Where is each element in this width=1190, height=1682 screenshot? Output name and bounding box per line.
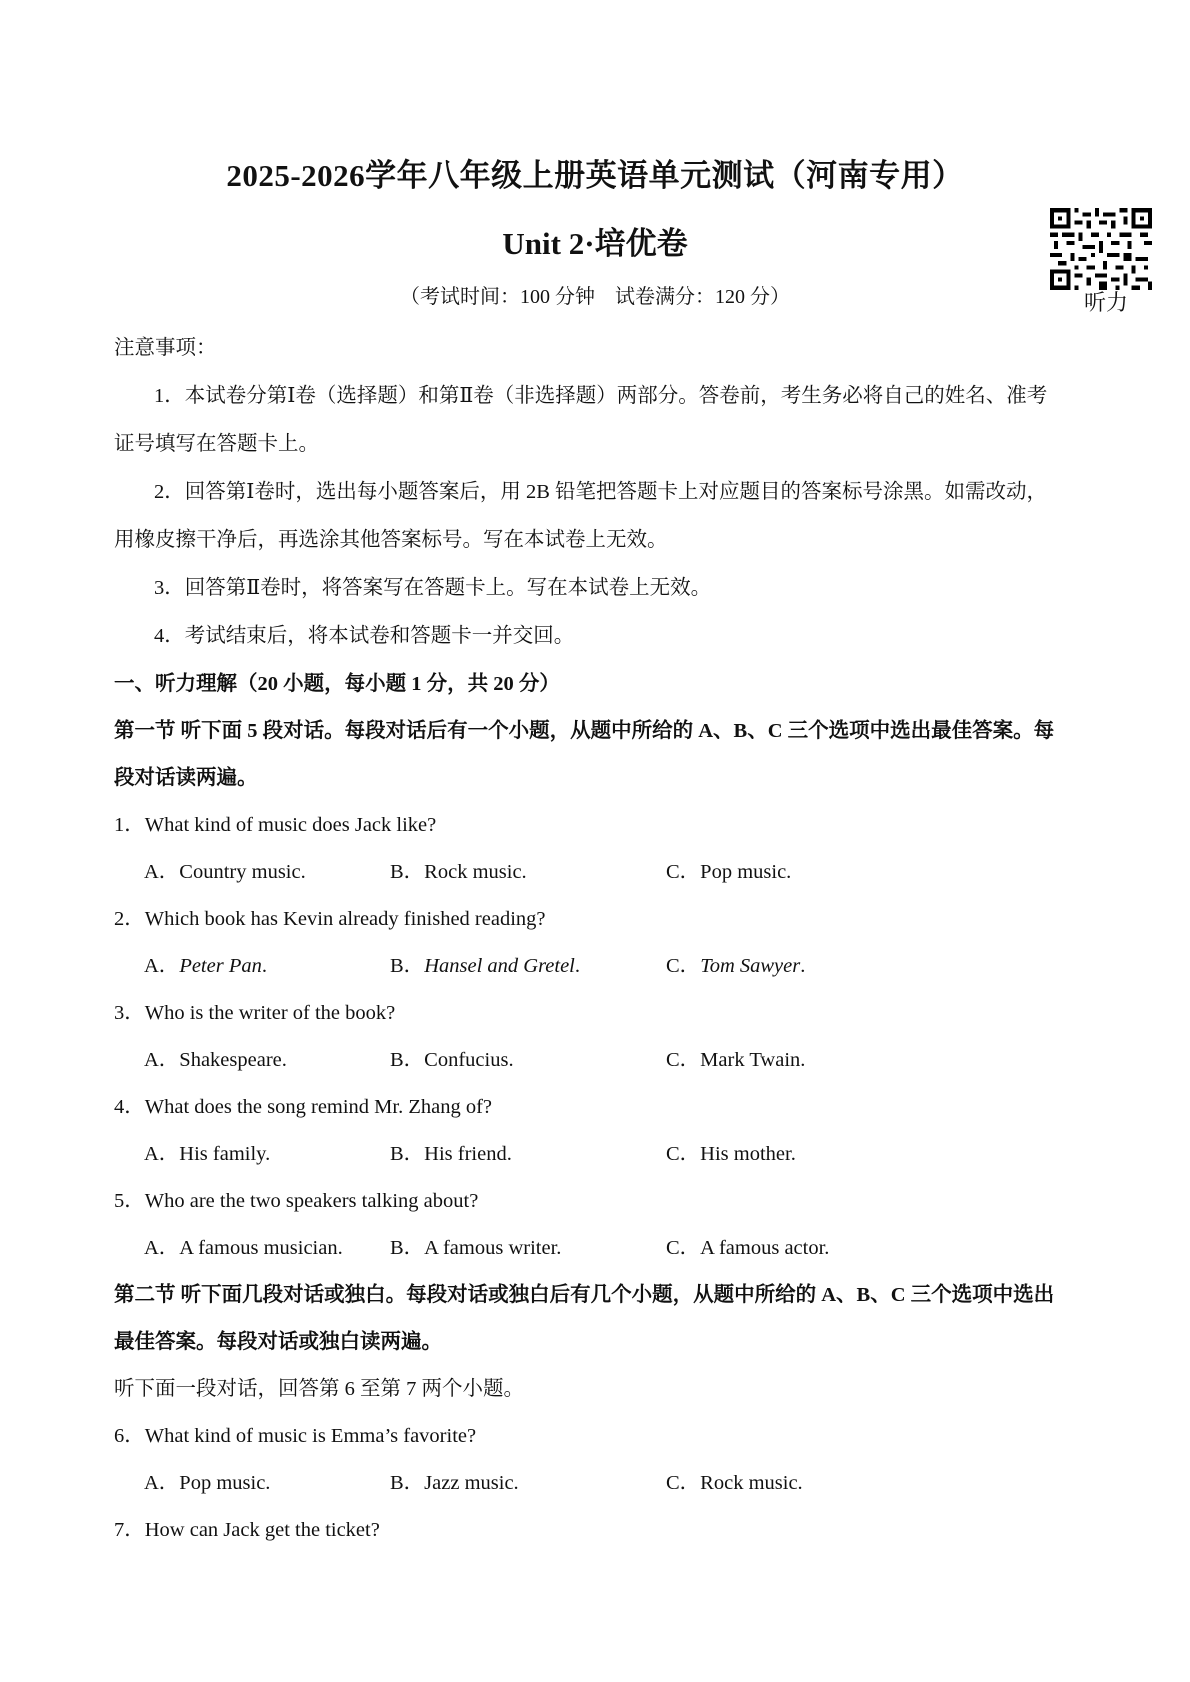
option-a[interactable]: A．Shakespeare.	[144, 1049, 287, 1071]
question-text: What does the song remind Mr. Zhang of?	[144, 1096, 493, 1118]
qr-label: 听力	[1084, 290, 1129, 315]
option-c[interactable]	[666, 948, 805, 978]
option-punct: .	[574, 955, 580, 977]
question-2	[114, 901, 546, 931]
note-item-1-cont: 证号填写在答题卡上。	[114, 433, 319, 455]
question-5	[114, 1183, 478, 1213]
unit-title: Unit 2·培优卷	[502, 226, 688, 261]
option-a[interactable]: A．His family.	[144, 1143, 271, 1165]
question-text: Who are the two speakers talking about?	[144, 1190, 479, 1212]
option-a[interactable]: A．A famous musician.	[144, 1237, 343, 1259]
question-text: Which book has Kevin already finished reading?	[144, 908, 546, 930]
question-text: Who is the writer of the book?	[144, 1002, 396, 1024]
question-6	[114, 1418, 476, 1448]
question-number: 3．	[114, 1002, 145, 1024]
option-b[interactable]: B．A famous writer.	[390, 1237, 562, 1259]
option-punct: .	[800, 955, 806, 977]
question-number: 2．	[114, 908, 145, 930]
part2-instructions: 第二节 听下面几段对话或独白。每段对话或独白后有几个小题，从题中所给的 A、B、C 三个选项中选出	[114, 1284, 1055, 1306]
option-letter: A．	[144, 955, 180, 977]
section-heading: 一、听力理解（20 小题，每小题 1 分，共 20 分）	[114, 673, 560, 695]
option-c[interactable]: C．His mother.	[666, 1143, 796, 1165]
option-b[interactable]: B．Jazz music.	[390, 1472, 519, 1494]
option-letter: C．	[666, 955, 701, 977]
option-a[interactable]: A．Pop music.	[144, 1472, 271, 1494]
question-3	[114, 995, 395, 1025]
note-item-1: 1．本试卷分第Ⅰ卷（选择题）和第Ⅱ卷（非选择题）两部分。答卷前，考生务必将自己的姓名、准考	[154, 385, 1048, 407]
option-b[interactable]: B．His friend.	[390, 1143, 512, 1165]
part2-instructions-cont: 最佳答案。每段对话或独白读两遍。	[114, 1331, 442, 1353]
option-b[interactable]: B．Rock music.	[390, 861, 527, 883]
qr-code-icon[interactable]	[1050, 208, 1152, 290]
question-text: How can Jack get the ticket?	[144, 1519, 380, 1541]
option-c[interactable]: C．A famous actor.	[666, 1237, 830, 1259]
question-4	[114, 1089, 492, 1119]
option-c[interactable]: C．Pop music.	[666, 861, 792, 883]
part1-instructions: 第一节 听下面 5 段对话。每段对话后有一个小题，从题中所给的 A、B、C 三个选项中选出最佳答案。每	[114, 720, 1055, 742]
option-a[interactable]	[144, 948, 267, 978]
notes-heading: 注意事项：	[114, 337, 217, 359]
question-number: 5．	[114, 1190, 145, 1212]
option-a[interactable]: A．Country music.	[144, 861, 306, 883]
option-c[interactable]: C．Rock music.	[666, 1472, 803, 1494]
book-title: Peter Pan	[179, 955, 262, 977]
part2-intro: 听下面一段对话，回答第 6 至第 7 两个小题。	[114, 1378, 524, 1400]
question-text: What kind of music is Emma’s favorite?	[144, 1425, 477, 1447]
question-7	[114, 1512, 380, 1542]
book-title: Hansel and Gretel	[424, 955, 575, 977]
option-b[interactable]: B．Confucius.	[390, 1049, 514, 1071]
question-1	[114, 807, 436, 837]
note-item-4: 4．考试结束后，将本试卷和答题卡一并交回。	[154, 625, 575, 647]
note-item-2: 2．回答第Ⅰ卷时，选出每小题答案后，用 2B 铅笔把答题卡上对应题目的答案标号涂黑。如需改动，	[154, 481, 1048, 503]
exam-info: （考试时间：100 分钟 试卷满分：120 分）	[400, 286, 790, 308]
option-letter: B．	[390, 955, 425, 977]
question-text: What kind of music does Jack like?	[144, 814, 437, 836]
book-title: Tom Sawyer	[700, 955, 801, 977]
question-number: 7．	[114, 1519, 145, 1541]
option-punct: .	[261, 955, 267, 977]
part1-instructions-cont: 段对话读两遍。	[114, 767, 258, 789]
note-item-3: 3．回答第Ⅱ卷时，将答案写在答题卡上。写在本试卷上无效。	[154, 577, 712, 599]
question-number: 6．	[114, 1425, 145, 1447]
question-number: 4．	[114, 1096, 145, 1118]
question-number: 1．	[114, 814, 145, 836]
exam-title: 2025-2026学年八年级上册英语单元测试（河南专用）	[226, 158, 964, 193]
option-b[interactable]	[390, 948, 580, 978]
option-c[interactable]: C．Mark Twain.	[666, 1049, 806, 1071]
note-item-2-cont: 用橡皮擦干净后，再选涂其他答案标号。写在本试卷上无效。	[114, 529, 668, 551]
